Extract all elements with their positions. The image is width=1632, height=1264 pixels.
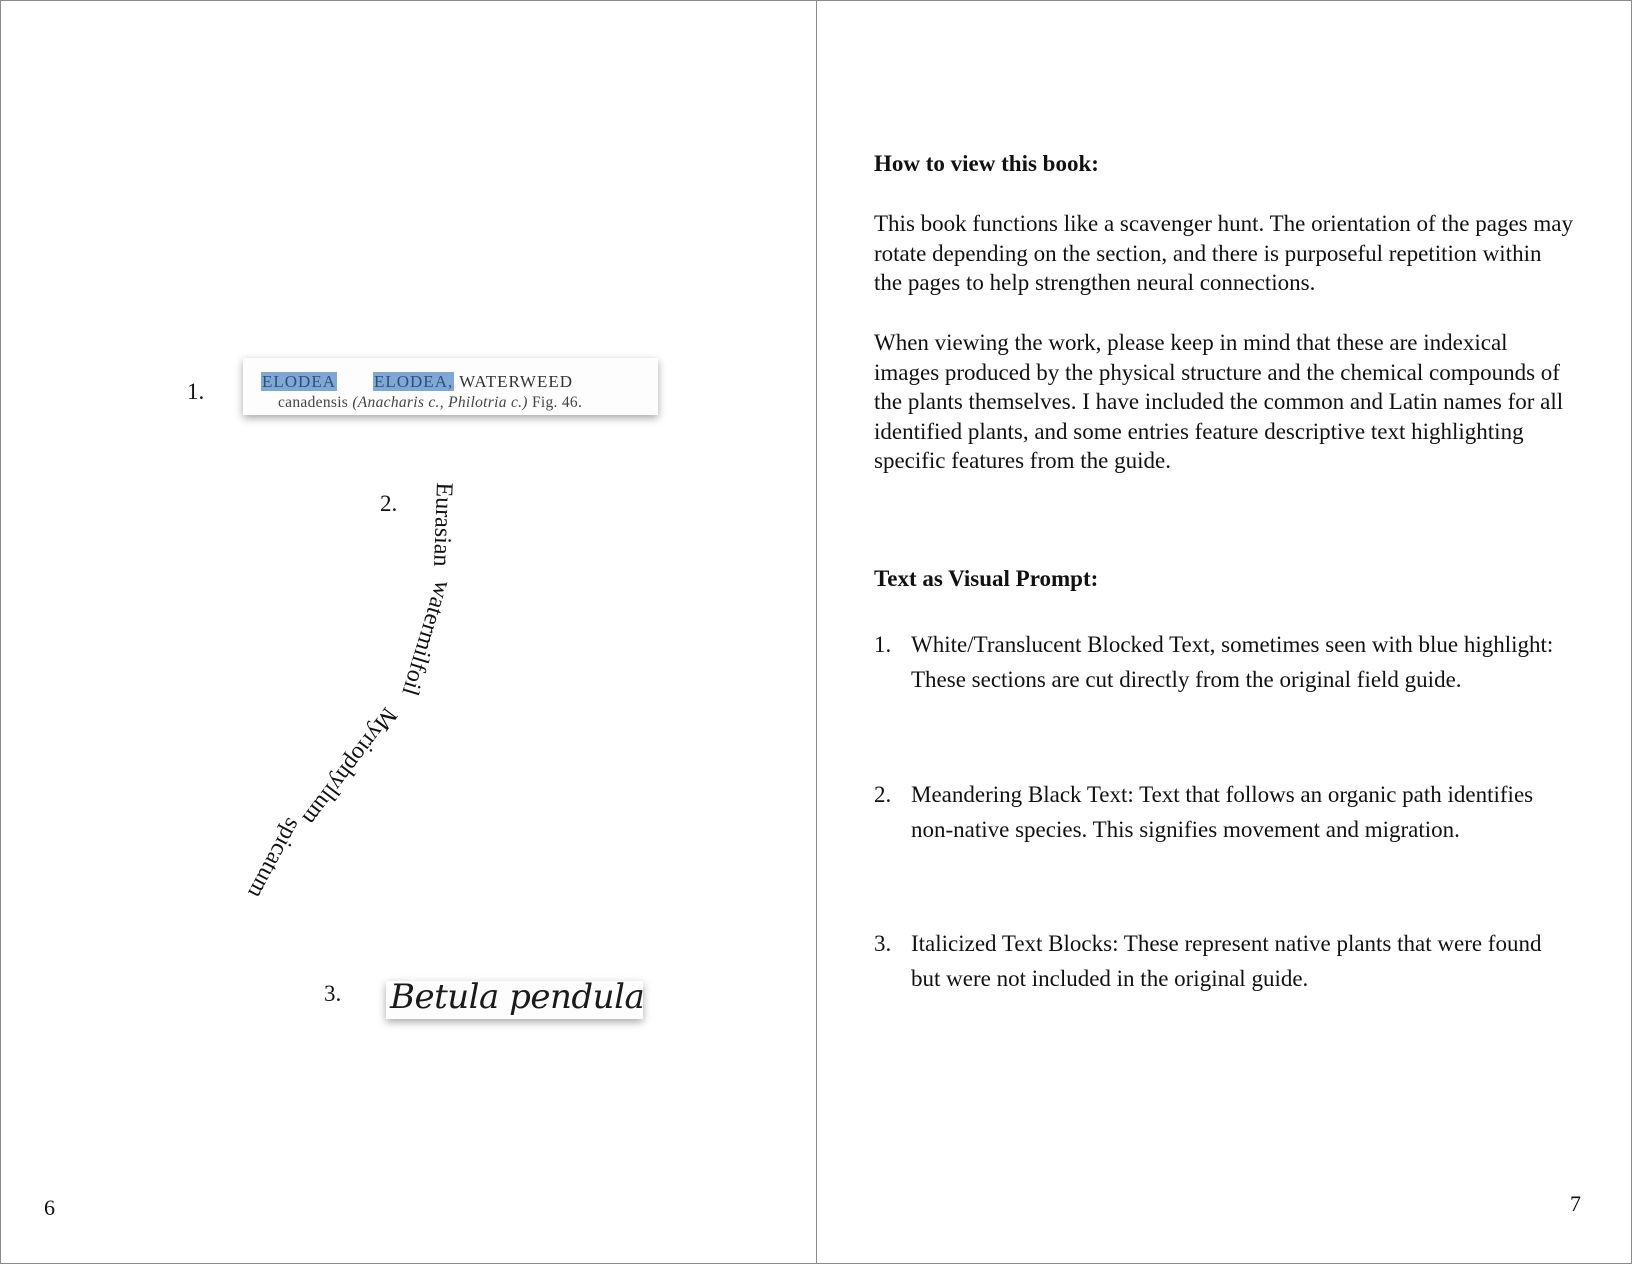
meander-word-myriophyllum: Myriophyllum [296, 702, 402, 830]
list-item-text: Meandering Black Text: Text that follows an organic path identifies non-native species. This signifies movement and migration. [911, 782, 1534, 842]
clipping-line-1 [261, 372, 573, 392]
synonyms: (Anacharis c., Philotria c.) [352, 394, 528, 411]
list-item-number: 3. [874, 931, 892, 956]
field-guide-clipping [243, 358, 658, 415]
heading-how-to-view: How to view this book: [874, 151, 1099, 176]
figure-ref: Fig. 46. [531, 394, 583, 411]
meander-word-eurasian: Eurasian [428, 482, 457, 567]
left-page [1, 1, 817, 1263]
list-item-text: White/Translucent Blocked Text, sometimes seen with blue highlight: These sections are cut directly from the original field guide. [911, 632, 1554, 692]
clipping-line-2 [278, 394, 582, 412]
item-1-number: 1. [187, 379, 205, 404]
list-item-text: Italicized Text Blocks: These represent native plants that were found but were not included in the original guide. [911, 931, 1542, 991]
species-name: canadensis [278, 394, 349, 411]
heading-text-as-visual-prompt: Text as Visual Prompt: [874, 566, 1099, 591]
page-number-left: 6 [44, 1195, 55, 1220]
meander-word-watermilfoil: watermilfoil [396, 577, 456, 699]
item-3-number: 3. [324, 981, 342, 1006]
paragraph-scavenger-hunt: This book functions like a scavenger hunt. The orientation of the pages may rotate depending on the section, and there is purposeful repetition within the pages to help strengthen neural connections. [874, 211, 1573, 296]
paragraph-indexical-images: When viewing the work, please keep in mind that these are indexical images produced by the physical structure and the chemical compounds of the plants themselves. I have included the common and Latin names for all identified plants, and some entries feature descriptive text highlighting specific features from the guide. [874, 330, 1564, 474]
common-name: WATERWEED [459, 372, 573, 391]
meander-word-spicatum: spicatum [242, 813, 306, 903]
item-2-number: 2. [380, 491, 398, 516]
highlight-genus: ELODEA [262, 372, 336, 391]
list-item-number: 2. [874, 782, 892, 807]
list-item-number: 1. [874, 632, 892, 657]
page-number-right: 7 [1570, 1191, 1581, 1216]
highlight-common-genus: ELODEA, [373, 372, 454, 391]
native-plant-block [386, 977, 645, 1019]
right-page [817, 1, 1631, 1263]
native-plant-name: Betula pendula [390, 977, 645, 1017]
